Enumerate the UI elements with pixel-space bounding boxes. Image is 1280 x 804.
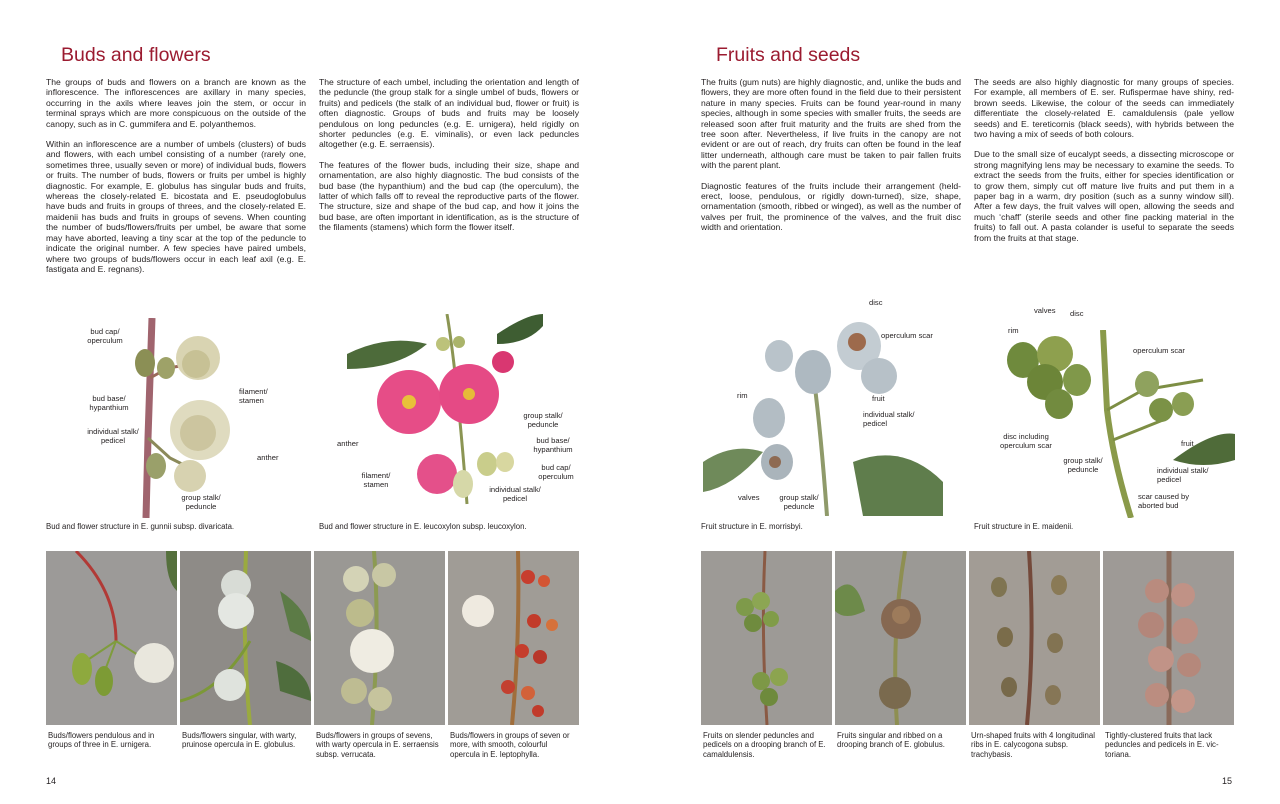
thumb-caption: Buds/flowers in groups of seven or more, with smooth, colourful opercula in E. leptophylla. bbox=[450, 731, 570, 759]
label-group-stalk: group stalk/ peduncle bbox=[1063, 456, 1103, 474]
label-disc-including: disc including operculum scar bbox=[1000, 432, 1052, 450]
page-title-fruits-seeds: Fruits and seeds bbox=[716, 44, 861, 66]
label-bud-cap: bud cap/ operculum bbox=[87, 327, 123, 345]
thumb-caption: Buds/flowers pendulous and in groups of three in E. urnigera. bbox=[48, 731, 155, 750]
paragraph: Due to the small size of eucalypt seeds, a dissecting microscope or strong magnifying lens may be necessary to examine the seeds. To extract the seeds from the fruits, either for species identification or to grow them, simply cut off mature live fruits and put them in a paper bag in a warm, dry position (such as a sunny window sill). After a few days, the fruit valves will open, allowing the seeds and much ‘chaff’ (sterile seeds and other fine packing material in the fruits) to fall out. A pasta colander is useful to separate the seeds from the fruits at that stage. bbox=[974, 149, 1234, 243]
label-anther: anther bbox=[257, 453, 279, 462]
label-operculum-scar: operculum scar bbox=[881, 331, 933, 340]
paragraph: The fruits (gum nuts) are highly diagnostic, and, unlike the buds and flowers, they are more often found in the field due to their persistent nature in many species. Fruits can be found year-round in many species, although in some species with smaller fruits, the seeds are released soon after fruit maturity and the fruits are shed from the tree soon after. Nevertheless, if live fruits in the canopy are not evident or are out of reach, dry fruits can often be found in the leaf litter underneath, although care must be taken to pair fallen fruits with the parent plant. bbox=[701, 77, 961, 171]
figure-caption: Fruit structure in E. maidenii. bbox=[974, 522, 1074, 531]
label-anther: anther bbox=[337, 439, 359, 448]
label-fruit: fruit bbox=[872, 394, 885, 403]
paragraph: The groups of buds and flowers on a branch are known as the inflorescence. The inflorescences are axillary in many species, occurring in the axils where leaves join the stem, or occur in terminal sprays which are more conspicuous on the outside of the canopy, such as in C. gummifera and E. polyanthemos. bbox=[46, 77, 306, 129]
photo-camaldulensis bbox=[701, 551, 832, 725]
label-filament: filament/ stamen bbox=[239, 387, 268, 405]
label-rim: rim bbox=[737, 391, 748, 400]
text-column-right-1 bbox=[701, 77, 961, 243]
label-fruit: fruit bbox=[1181, 439, 1194, 448]
label-filament: filament/ stamen bbox=[361, 471, 391, 489]
paragraph: The features of the flower buds, including their size, shape and ornamentation, are also highly diagnostic. The bud consists of the bud base (the hypanthium) and the bud cap (the operculum), the latter of which falls off to reveal the reproductive parts of the flower. The structure, size and shape of the bud cap, and how it joins the bud base, are often important in identification, as is the structure of the filaments (stamens) which form the flower itself. bbox=[319, 159, 579, 233]
paragraph: Diagnostic features of the fruits include their arrangement (held-erect, loose, pendulous, or rigidly down-turned), size, shape, ornamentation (smooth, ribbed or winged), as well as the number of valves per fruit, the prominence of the valves, and the fruit disc width and orientation. bbox=[701, 180, 961, 233]
photo-gunnii-flower bbox=[120, 318, 230, 518]
label-disc: disc bbox=[869, 298, 883, 307]
label-group-stalk: group stalk/ peduncle bbox=[181, 493, 221, 511]
photo-globulus-buds bbox=[180, 551, 311, 725]
label-bud-base: bud base/ hypanthium bbox=[89, 394, 129, 412]
page-title-buds-flowers: Buds and flowers bbox=[61, 44, 211, 66]
photo-globulus-fruit bbox=[835, 551, 966, 725]
text-column-left-1 bbox=[46, 77, 306, 284]
photo-urnigera bbox=[46, 551, 177, 725]
figure-caption: Fruit structure in E. morrisbyi. bbox=[701, 522, 803, 531]
photo-victoriana bbox=[1103, 551, 1234, 725]
figure-caption: Bud and flower structure in E. gunnii subsp. divaricata. bbox=[46, 522, 235, 531]
label-individual-stalk: individual stalk/ pedicel bbox=[489, 485, 541, 503]
label-bud-base: bud base/ hypanthium bbox=[533, 436, 573, 454]
thumb-caption: Buds/flowers in groups of sevens, with warty opercula in E. serraensis subsp. verrucata. bbox=[316, 731, 439, 759]
label-group-stalk: group stalk/ peduncle bbox=[779, 493, 819, 511]
label-disc: disc bbox=[1070, 309, 1084, 318]
thumb-caption: Fruits singular and ribbed on a drooping branch of E. globulus. bbox=[837, 731, 945, 750]
paragraph: Within an inflorescence are a number of umbels (clusters) of buds and flowers, with each umbel consisting of a number (rarely one, sometimes three, usually seven or more) of individual buds, flowers or fruits. The number of buds, flowers or fruits per umbel is highly diagnostic. For example, E. globulus has singular buds and fruits, whereas the closely-related E. bicostata and E. pseudoglobulus have buds and fruits in groups of threes, and the closely-related E. maidenii has buds and fruits in groups of sevens. When counting the number of buds/flowers/fruits per umbel, be aware that some may have aborted, leaving a tiny scar at the top of the peduncle to indicate the original number. A few species have paired umbels, where two groups of buds/flowers occur in each leaf axil (e.g. E. fastigata and E. regnans). bbox=[46, 139, 306, 274]
thumb-caption: Buds/flowers singular, with warty, pruinose opercula in E. globulus. bbox=[182, 731, 297, 750]
thumb-caption: Fruits on slender peduncles and pedicels on a drooping branch of E. camaldulensis. bbox=[703, 731, 826, 759]
label-operculum-scar: operculum scar bbox=[1133, 346, 1185, 355]
text-column-right-2 bbox=[974, 77, 1234, 253]
label-valves: valves bbox=[1034, 306, 1056, 315]
label-bud-cap: bud cap/ operculum bbox=[538, 463, 574, 481]
label-rim: rim bbox=[1008, 326, 1019, 335]
figure-caption: Bud and flower structure in E. leucoxylon subsp. leucoxylon. bbox=[319, 522, 527, 531]
text-column-left-2 bbox=[319, 77, 579, 243]
label-individual-stalk: individual stalk/ pedicel bbox=[863, 410, 915, 428]
photo-serraensis bbox=[314, 551, 445, 725]
paragraph: The seeds are also highly diagnostic for many groups of species. For example, all members of E. ser. Rufispermae have shiny, red-brown seeds. Likewise, the colour of the seeds can immediately differentiate the closely-related E. camaldulensis (pale yellow seeds) and E. tereticornis (black seeds), with hybrids between the two having a mix of seeds of both colours. bbox=[974, 77, 1234, 140]
label-individual-stalk: individual stalk/ pedicel bbox=[1157, 466, 1209, 484]
photo-maidenii-fruit bbox=[1003, 330, 1235, 518]
page-number: 15 bbox=[1222, 776, 1233, 786]
label-group-stalk: group stalk/ peduncle bbox=[523, 411, 563, 429]
thumb-caption: Tightly-clustered fruits that lack peduncles and pedicels in E. victoriana. bbox=[1105, 731, 1219, 759]
page-number: 14 bbox=[46, 776, 57, 786]
photo-calycogona bbox=[969, 551, 1100, 725]
label-valves: valves bbox=[738, 493, 760, 502]
label-individual-stalk: individual stalk/ pedicel bbox=[87, 427, 139, 445]
thumb-caption: Urn-shaped fruits with 4 longitudinal ribs in E. calycogona subsp. trachybasis. bbox=[971, 731, 1095, 759]
paragraph: The structure of each umbel, including the orientation and length of the peduncle (the group stalk for a single umbel of buds, flowers or fruits) and pedicels (the stalk of an individual bud, flower or fruit) is often diagnostic. Groups of buds and fruits may be loosely pendulous on long peduncles (e.g. E. urnigera), held rigidly on shorter peduncles (e.g. E. viminalis), or even lack peduncles altogether (e.g. E. serraensis). bbox=[319, 77, 579, 150]
label-scar: scar caused by aborted bud bbox=[1138, 492, 1190, 510]
photo-leptophylla bbox=[448, 551, 579, 725]
